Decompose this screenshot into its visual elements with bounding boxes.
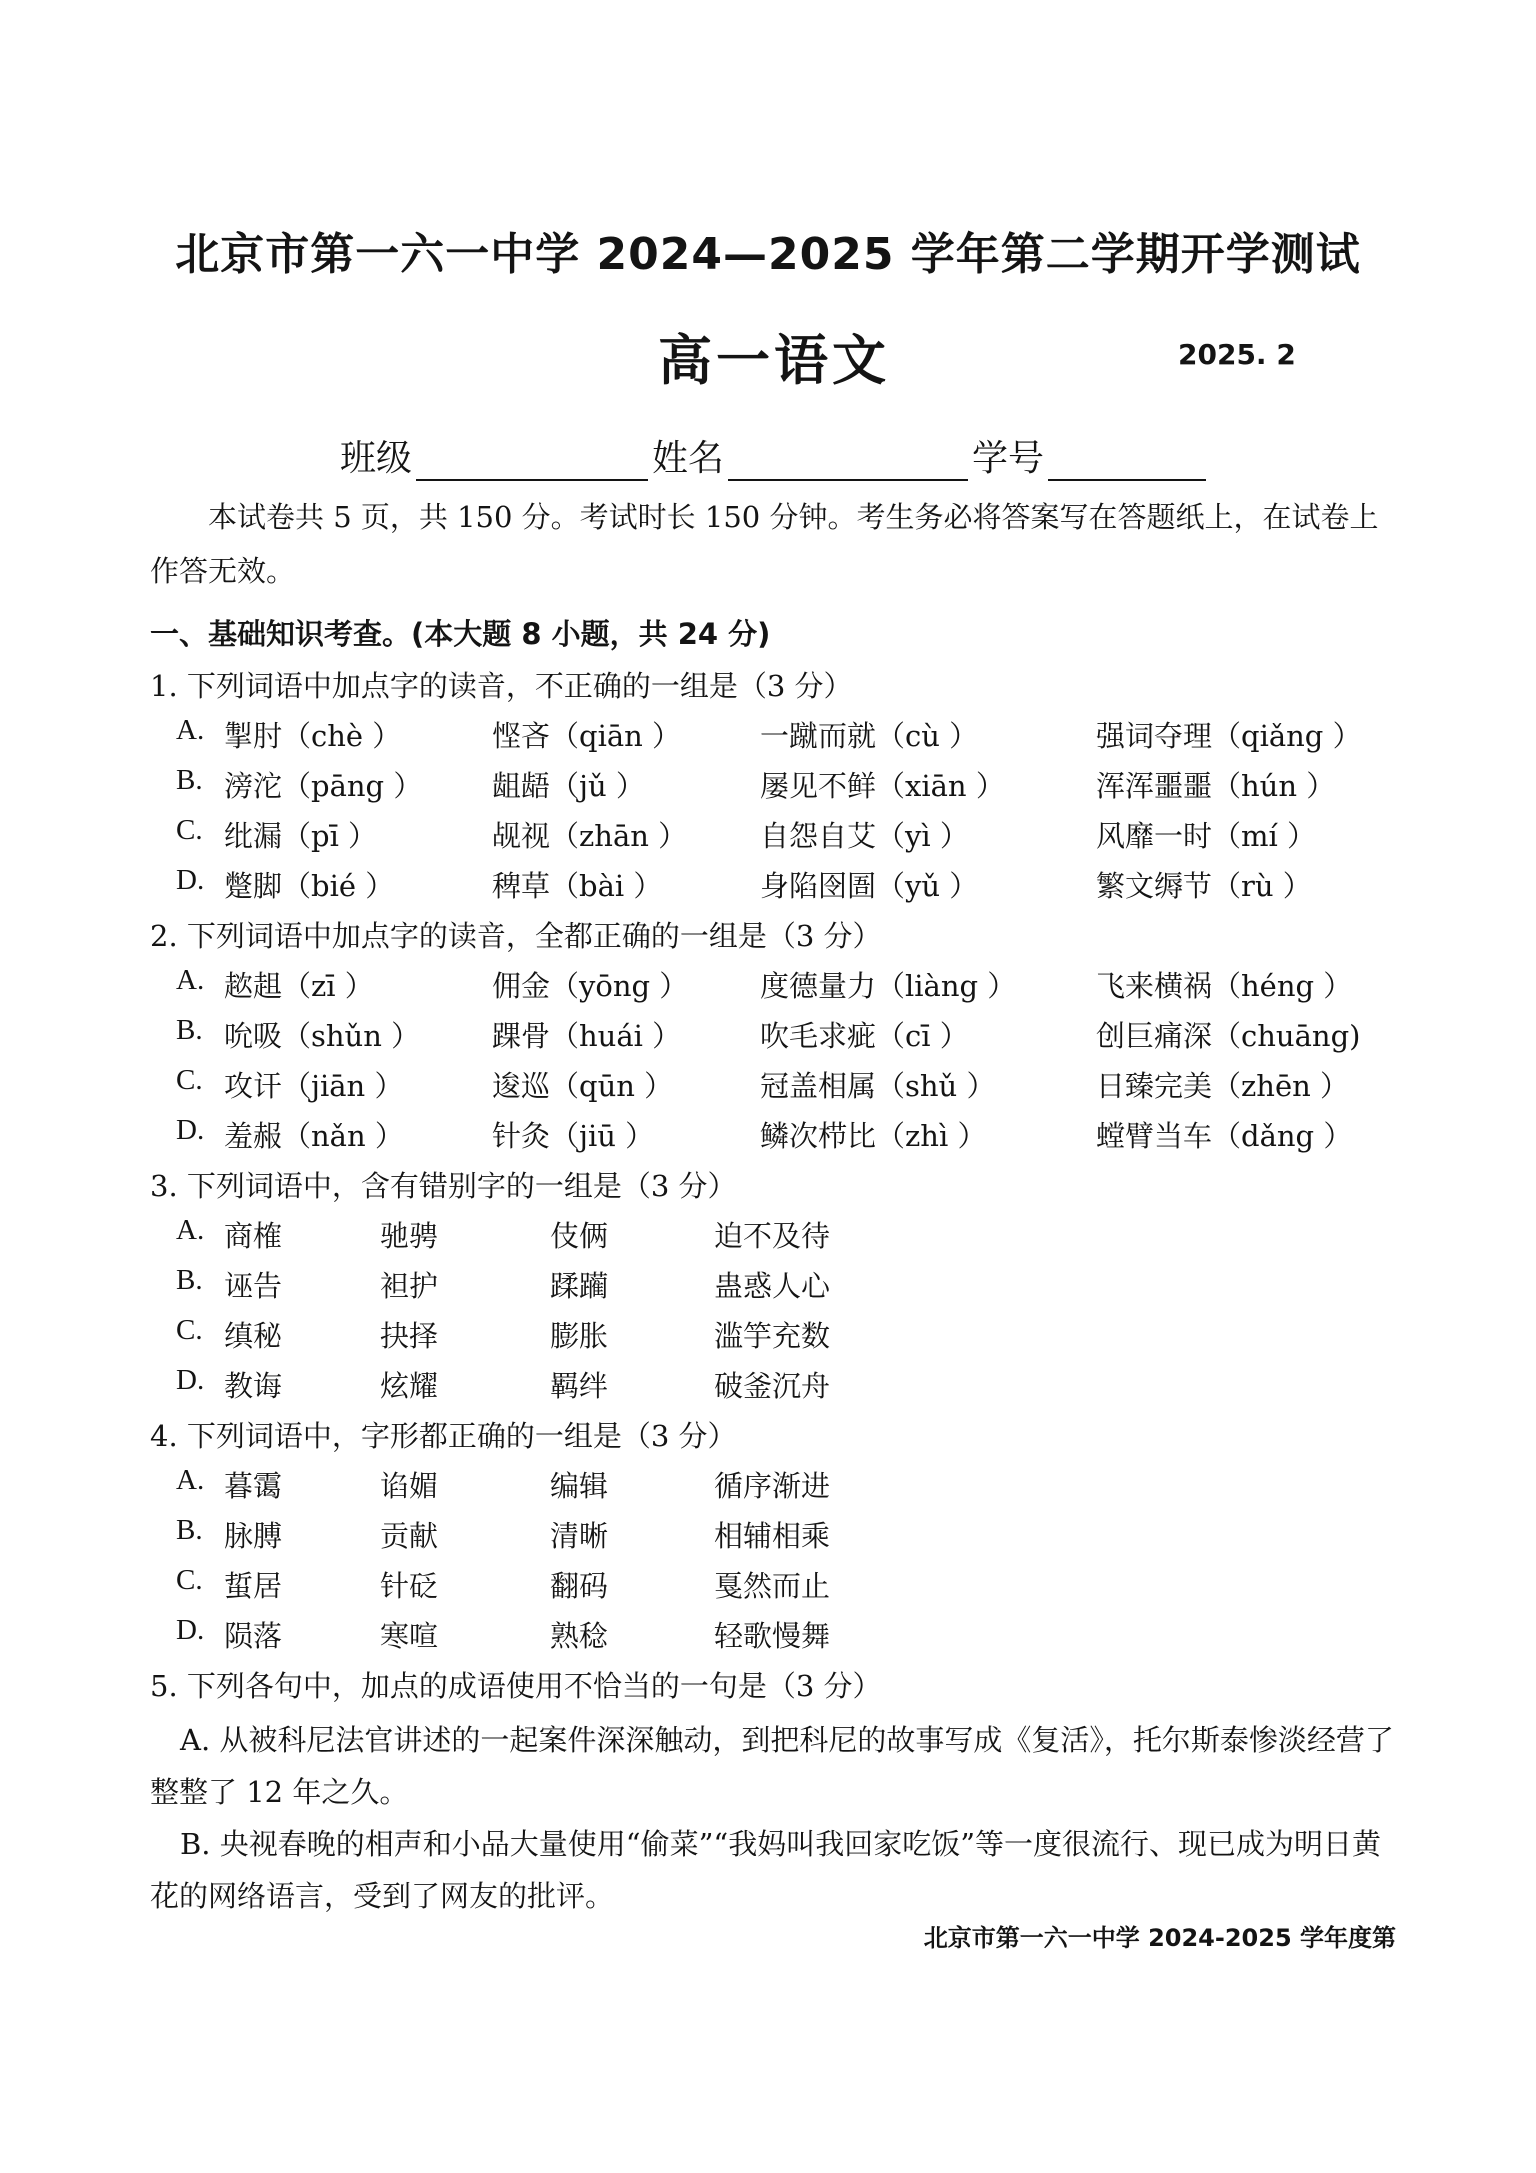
option-item: 戛然而止 bbox=[714, 1569, 831, 1603]
option-item: 破釜沉舟 bbox=[714, 1369, 831, 1403]
option-letter: C. bbox=[176, 1564, 203, 1596]
option-item: 觇视（zhān ） bbox=[492, 819, 688, 853]
name-blank bbox=[728, 441, 968, 481]
option-item: 趑趄（zī ） bbox=[224, 969, 374, 1003]
option-item: 稗草（bài ） bbox=[492, 869, 663, 903]
option-item: 繁文缛节（rù ） bbox=[1096, 869, 1312, 903]
option-item: 度德量力（liàng ） bbox=[760, 969, 1017, 1003]
option-letter: A. bbox=[176, 1464, 205, 1496]
option-item: 日臻完美（zhēn ） bbox=[1096, 1069, 1350, 1103]
option-item: 蹂躏 bbox=[550, 1269, 609, 1303]
option-item: 自怨自艾（yì ） bbox=[760, 819, 969, 853]
option-item: 驰骋 bbox=[380, 1219, 439, 1253]
option-item: 清晰 bbox=[550, 1519, 609, 1553]
exam-date: 2025. 2 bbox=[1178, 338, 1296, 371]
option-item: 逡巡（qūn ） bbox=[492, 1069, 674, 1103]
option-item: 抉择 bbox=[380, 1319, 439, 1353]
option-item: 龃龉（jǔ ） bbox=[492, 769, 645, 803]
option-item: 攻讦（jiān ） bbox=[224, 1069, 404, 1103]
option-letter: B. bbox=[176, 764, 203, 796]
section-1-heading: 一、基础知识考查。(本大题 8 小题，共 24 分) bbox=[150, 617, 771, 651]
question-1-stem: 1. 下列词语中加点字的读音，不正确的一组是（3 分） bbox=[150, 669, 853, 703]
option-item: 飞来横祸（héng ） bbox=[1096, 969, 1353, 1003]
option-item: 屡见不鲜（xiān ） bbox=[760, 769, 1005, 803]
option-item: 翻码 bbox=[550, 1569, 609, 1603]
option-letter: A. bbox=[176, 964, 205, 996]
class-label: 班级 bbox=[340, 438, 413, 479]
subject-title: 高一语文 bbox=[658, 329, 890, 392]
option-item: 冠盖相属（shǔ ） bbox=[760, 1069, 996, 1103]
option-item: 循序渐进 bbox=[714, 1469, 831, 1503]
option-item: 掣肘（chè ） bbox=[224, 719, 402, 753]
class-blank bbox=[416, 441, 648, 481]
option-item: 悭吝（qiān ） bbox=[492, 719, 682, 753]
option-item: 炫耀 bbox=[380, 1369, 439, 1403]
option-item: 迫不及待 bbox=[714, 1219, 831, 1253]
exam-title: 北京市第一六一中学 2024—2025 学年第二学期开学测试 bbox=[175, 229, 1361, 280]
option-item: 教诲 bbox=[224, 1369, 283, 1403]
option-item: 蹩脚（bié ） bbox=[224, 869, 395, 903]
question-4-stem: 4. 下列词语中，字形都正确的一组是（3 分） bbox=[150, 1419, 737, 1453]
option-item: 强词夺理（qiǎng ） bbox=[1096, 719, 1362, 753]
option-letter: A. bbox=[176, 714, 205, 746]
option-item: 袒护 bbox=[380, 1269, 439, 1303]
option-letter: C. bbox=[176, 1314, 203, 1346]
option-item: 寒喧 bbox=[380, 1619, 439, 1653]
option-item: 鳞次栉比（zhì ） bbox=[760, 1119, 987, 1153]
option-item: 身陷囹圄（yǔ ） bbox=[760, 869, 979, 903]
option-item: 吮吸（shǔn ） bbox=[224, 1019, 421, 1053]
option-item: 羞赧（nǎn ） bbox=[224, 1119, 404, 1153]
option-item: 滂沱（pāng ） bbox=[224, 769, 423, 803]
option-letter: D. bbox=[176, 864, 205, 896]
option-item: 浑浑噩噩（hún ） bbox=[1096, 769, 1336, 803]
option-item: 缜秘 bbox=[224, 1319, 283, 1353]
option-item: 编辑 bbox=[550, 1469, 609, 1503]
id-blank bbox=[1048, 441, 1206, 481]
option-item: 佣金（yōng ） bbox=[492, 969, 689, 1003]
option-item: 诬告 bbox=[224, 1269, 283, 1303]
option-item: 蜇居 bbox=[224, 1569, 283, 1603]
question-2-stem: 2. 下列词语中加点字的读音，全都正确的一组是（3 分） bbox=[150, 919, 882, 953]
option-item: 商榷 bbox=[224, 1219, 283, 1253]
option-item: 谄媚 bbox=[380, 1469, 439, 1503]
option-item: 陨落 bbox=[224, 1619, 283, 1653]
option-letter: C. bbox=[176, 1064, 203, 1096]
option-item: 相辅相乘 bbox=[714, 1519, 831, 1553]
option-letter: B. bbox=[176, 1014, 203, 1046]
option-item: 脉膊 bbox=[224, 1519, 283, 1553]
question-5-stem: 5. 下列各句中，加点的成语使用不恰当的一句是（3 分） bbox=[150, 1669, 882, 1703]
id-label: 学号 bbox=[972, 438, 1045, 479]
option-item: 针灸（jiū ） bbox=[492, 1119, 655, 1153]
option-letter: D. bbox=[176, 1114, 205, 1146]
name-label: 姓名 bbox=[652, 438, 725, 479]
option-letter: C. bbox=[176, 814, 203, 846]
option-item: 风靡一时（mí ） bbox=[1096, 819, 1316, 853]
page-footer: 北京市第一六一中学 2024-2025 学年度第 bbox=[923, 1924, 1396, 1952]
option-item: 轻歌慢舞 bbox=[714, 1619, 831, 1653]
option-letter: B. bbox=[176, 1264, 203, 1296]
option-item: 羁绊 bbox=[550, 1369, 609, 1403]
option-item: 踝骨（huái ） bbox=[492, 1019, 682, 1053]
option-item: 螳臂当车（dǎng ） bbox=[1096, 1119, 1353, 1153]
student-info-row bbox=[340, 430, 1210, 481]
exam-notice: 本试卷共 5 页，共 150 分。考试时长 150 分钟。考生务必将答案写在答题纸上，在试卷上作答无效。 bbox=[150, 500, 1379, 588]
option-item: 一蹴而就（cù ） bbox=[760, 719, 979, 753]
option-item: 贡献 bbox=[380, 1519, 439, 1553]
option-item: 创巨痛深（chuāng) bbox=[1096, 1019, 1361, 1053]
option-letter: D. bbox=[176, 1364, 205, 1396]
option-item: 伎俩 bbox=[550, 1219, 609, 1253]
option-item: 蛊惑人心 bbox=[714, 1269, 831, 1303]
option-item: 膨胀 bbox=[550, 1319, 609, 1353]
option-item: 熟稔 bbox=[550, 1619, 609, 1653]
question-5-option-a: A. 从被科尼法官讲述的一起案件深深触动，到把科尼的故事写成《复活》，托尔斯泰惨淡经营了整整了 12 年之久。 bbox=[150, 1723, 1394, 1809]
option-item: 纰漏（pī ） bbox=[224, 819, 378, 853]
option-item: 针砭 bbox=[380, 1569, 439, 1603]
question-5-option-b: B. 央视春晚的相声和小品大量使用“偷菜”“我妈叫我回家吃饭”等一度很流行、现已成为明日黄花的网络语言，受到了网友的批评。 bbox=[150, 1827, 1382, 1913]
question-3-stem: 3. 下列词语中，含有错别字的一组是（3 分） bbox=[150, 1169, 737, 1203]
option-letter: A. bbox=[176, 1214, 205, 1246]
option-letter: B. bbox=[176, 1514, 203, 1546]
option-item: 吹毛求疵（cī ） bbox=[760, 1019, 969, 1053]
option-item: 滥竽充数 bbox=[714, 1319, 831, 1353]
option-item: 暮霭 bbox=[224, 1469, 283, 1503]
option-letter: D. bbox=[176, 1614, 205, 1646]
